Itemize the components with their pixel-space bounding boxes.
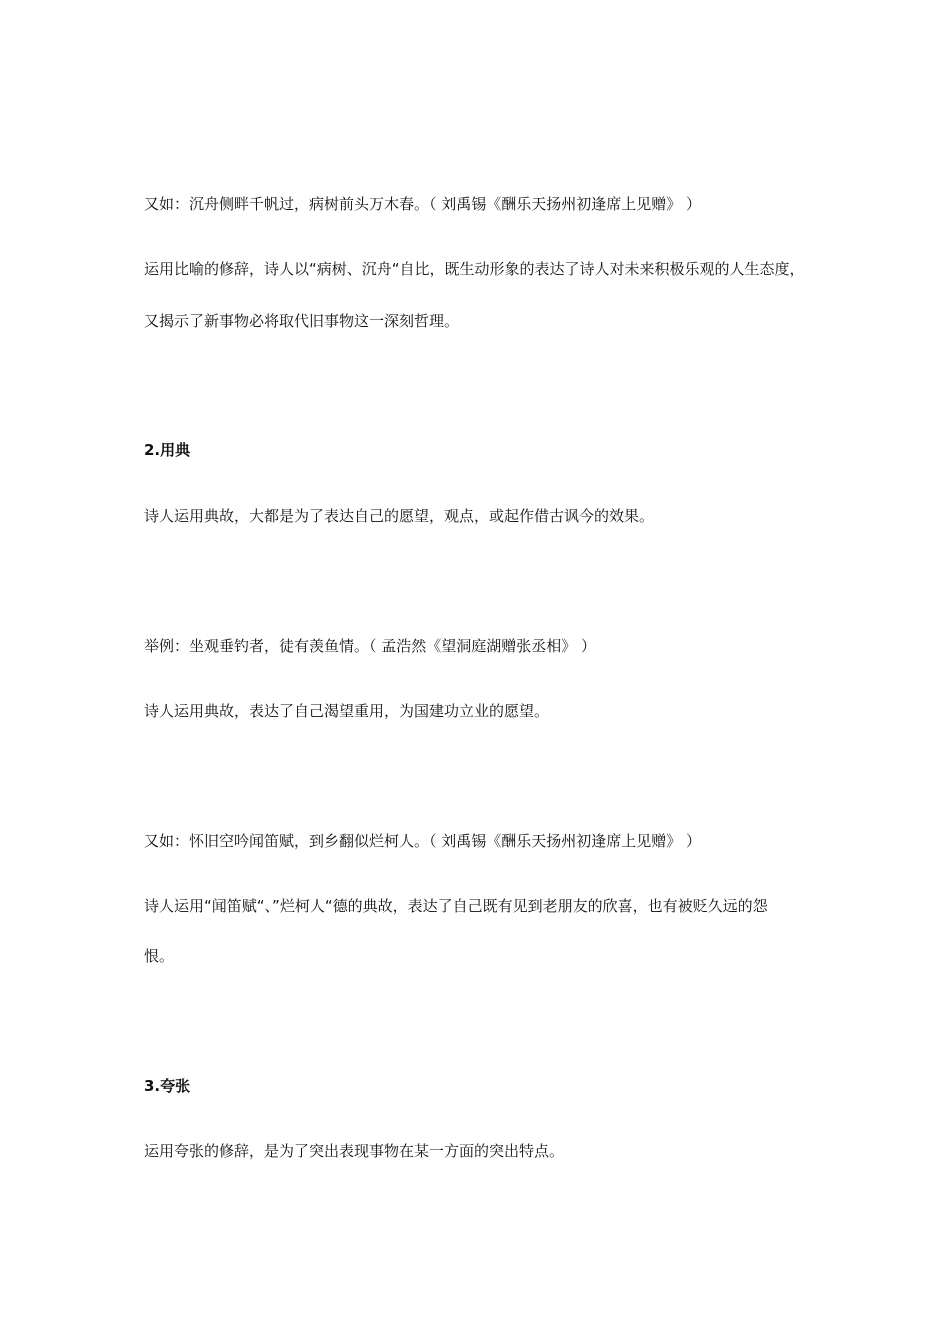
section-heading-3: 3.夸张 bbox=[144, 1077, 191, 1095]
example-line-3: 又如：怀旧空吟闻笛赋，到乡翻似烂柯人。（ 刘禹锡《酬乐天扬州初逢席上见赠》 ） bbox=[144, 832, 702, 850]
section-intro-3: 运用夸张的修辞，是为了突出表现事物在某一方面的突出特点。 bbox=[144, 1142, 565, 1160]
example-line-1: 又如：沉舟侧畔千帆过，病树前头万木春。（ 刘禹锡《酬乐天扬州初逢席上见赠》 ） bbox=[144, 195, 702, 213]
analysis-line-1b: 又揭示了新事物必将取代旧事物这一深刻哲理。 bbox=[144, 312, 460, 330]
analysis-line-3b: 恨。 bbox=[144, 947, 175, 965]
section-heading-2: 2.用典 bbox=[144, 441, 191, 459]
analysis-line-3a: 诗人运用“闻笛赋“、”烂柯人“德的典故，表达了自己既有见到老朋友的欣喜，也有被贬久远的怨 bbox=[144, 897, 768, 915]
example-line-2: 举例：坐观垂钓者，徒有羡鱼情。（ 孟浩然《望洞庭湖赠张丞相》 ） bbox=[144, 637, 597, 655]
analysis-line-1a: 运用比喻的修辞，诗人以“病树、沉舟“自比，既生动形象的表达了诗人对未来积极乐观的人生态度， bbox=[144, 260, 805, 278]
section-intro-2: 诗人运用典故，大都是为了表达自己的愿望，观点，或起作借古讽今的效果。 bbox=[144, 507, 655, 525]
analysis-line-2: 诗人运用典故，表达了自己渴望重用，为国建功立业的愿望。 bbox=[144, 702, 550, 720]
